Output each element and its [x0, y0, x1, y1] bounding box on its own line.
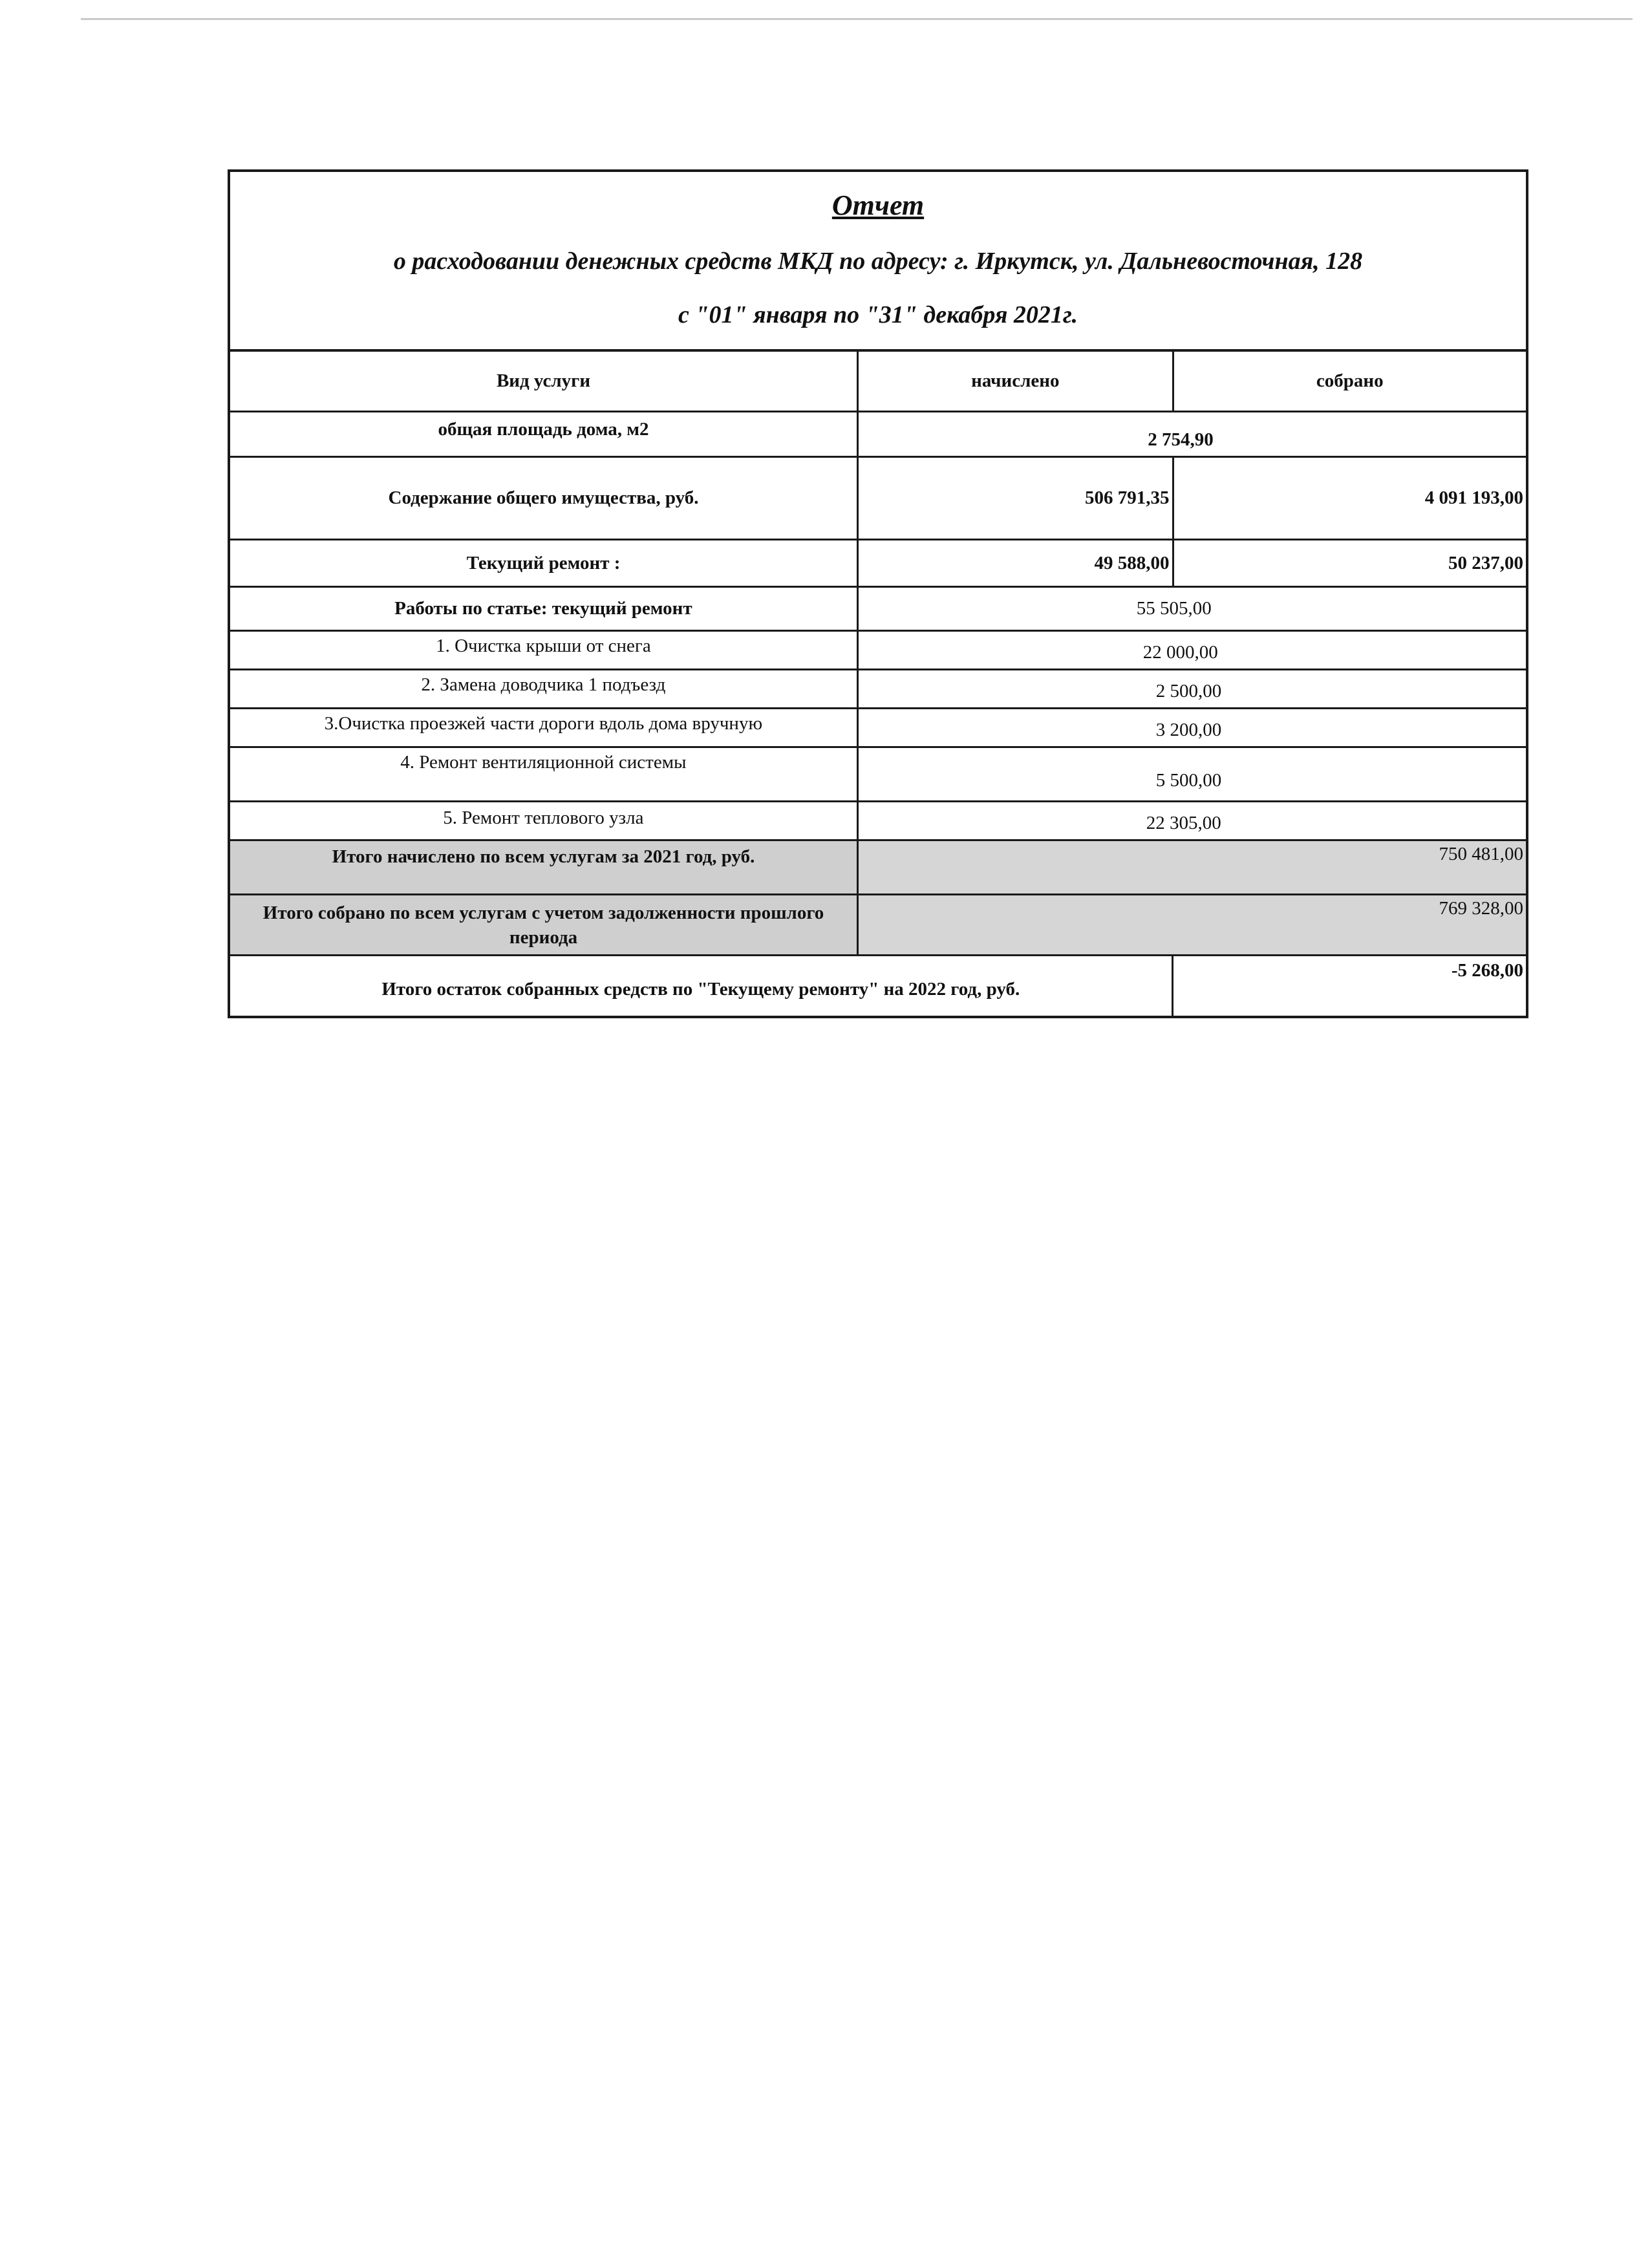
balance-label: Итого остаток собранных средств по "Текущему ремонту" на 2022 год, руб.: [230, 956, 1173, 1016]
work-item-label: 3.Очистка проезжей части дороги вдоль дома вручную: [230, 709, 859, 746]
maintenance-charged: 506 791,35: [859, 458, 1174, 539]
area-label: общая площадь дома, м2: [230, 412, 859, 456]
work-item-label: 2. Замена доводчика 1 подъезд: [230, 670, 859, 707]
total-charged-value: 750 481,00: [1439, 844, 1523, 864]
total-charged-row: [230, 841, 1526, 895]
report-title: Отчет: [831, 189, 925, 221]
works-value: 55 505,00: [1136, 598, 1212, 619]
work-item-value: 5 500,00: [1155, 770, 1222, 791]
work-item-value: 3 200,00: [1155, 720, 1222, 740]
works-row: [230, 588, 1526, 632]
work-item-value: 22 000,00: [1142, 642, 1218, 663]
work-item-row: [230, 802, 1526, 841]
work-item-label: 4. Ремонт вентиляционной системы: [230, 748, 859, 800]
total-collected-label: Итого собрано по всем услугам с учетом задолженности прошлого периода: [230, 895, 859, 954]
balance-value: -5 268,00: [1451, 960, 1523, 981]
total-collected-row: [230, 895, 1526, 956]
repair-charged: 49 588,00: [859, 540, 1174, 586]
column-header-row: [230, 352, 1526, 412]
balance-row: [230, 956, 1526, 1016]
works-label: Работы по статье: текущий ремонт: [230, 588, 859, 630]
scan-edge-line: [81, 18, 1633, 20]
col-header-charged: начислено: [859, 352, 1174, 411]
work-item-row: [230, 748, 1526, 802]
area-row: [230, 412, 1526, 458]
total-collected-value: 769 328,00: [1439, 898, 1523, 919]
repair-row: [230, 540, 1526, 588]
work-item-row: [230, 632, 1526, 670]
total-charged-label: Итого начислено по всем услугам за 2021 год, руб.: [230, 841, 859, 893]
maintenance-collected: 4 091 193,00: [1424, 487, 1523, 508]
maintenance-row: [230, 458, 1526, 540]
report-table: [228, 169, 1528, 1018]
maintenance-label: Содержание общего имущества, руб.: [230, 458, 859, 539]
work-item-value: 22 305,00: [1146, 813, 1221, 833]
repair-collected: 50 237,00: [1448, 552, 1523, 573]
work-item-label: 5. Ремонт теплового узла: [230, 802, 859, 839]
col-header-collected: собрано: [1316, 370, 1384, 391]
col-header-service: Вид услуги: [230, 352, 859, 411]
repair-label: Текущий ремонт :: [230, 540, 859, 586]
area-value: 2 754,90: [1148, 429, 1214, 450]
report-header: [230, 172, 1526, 352]
work-item-value: 2 500,00: [1155, 681, 1222, 701]
work-item-row: [230, 670, 1526, 709]
work-item-row: [230, 709, 1526, 748]
work-item-label: 1. Очистка крыши от снега: [230, 632, 859, 669]
report-period: с "01" января по "31" декабря 2021г.: [678, 301, 1078, 328]
report-subtitle: о расходовании денежных средств МКД по адресу: г. Иркутск, ул. Дальневосточная, 128: [393, 247, 1363, 275]
